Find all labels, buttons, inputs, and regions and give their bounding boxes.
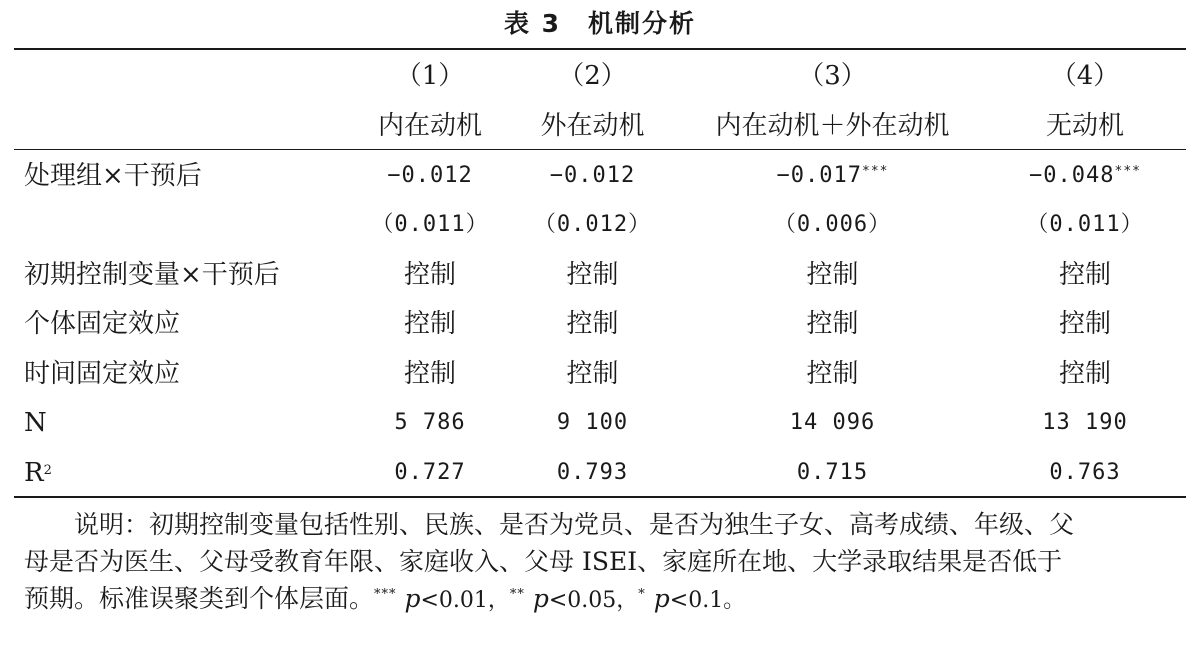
row-label-indiv-fe: 个体固定效应: [24, 309, 181, 339]
controls-1: 控制: [403, 260, 456, 290]
time-fe-3: 控制: [806, 359, 859, 389]
row-label-treat: 处理组×干预后: [24, 161, 202, 191]
row-label-controls: 初期控制变量×干预后: [24, 260, 280, 290]
r2-1: 0.727: [394, 460, 466, 485]
indiv-fe-4: 控制: [1058, 309, 1111, 339]
col2-label: 外在动机: [540, 111, 645, 141]
col2-number: （2）: [558, 61, 627, 91]
n-1: 5 786: [394, 410, 466, 435]
treat-coef-2: −0.012: [549, 163, 636, 188]
table-title: 表 3 机制分析: [503, 9, 697, 38]
treat-coef-4: −0.048***: [1029, 163, 1141, 188]
treat-coef-1: −0.012: [387, 163, 473, 188]
bottom-rule: [14, 496, 1186, 498]
treat-se-4: （0.011）: [1026, 212, 1144, 237]
col1-number: （1）: [395, 61, 465, 91]
note-line-3: 预期。标准误聚类到个体层面。*** p<0.01，** p<0.05，* p<0.1。: [24, 584, 746, 613]
indiv-fe-3: 控制: [806, 309, 859, 339]
col3-label: 内在动机＋外在动机: [715, 111, 950, 141]
col3-number: （3）: [798, 61, 867, 91]
treat-coef-3: −0.017***: [776, 163, 889, 188]
indiv-fe-1: 控制: [403, 309, 456, 339]
controls-2: 控制: [566, 260, 619, 290]
treat-se-2: （0.012）: [533, 212, 652, 237]
note-line-1: 说明：初期控制变量包括性别、民族、是否为党员、是否为独生子女、高考成绩、年级、父: [74, 510, 1075, 539]
time-fe-2: 控制: [566, 359, 619, 389]
treat-se-3: （0.006）: [773, 212, 892, 237]
col4-number: （4）: [1050, 61, 1120, 91]
indiv-fe-2: 控制: [566, 309, 619, 339]
col4-label: 无动机: [1045, 111, 1124, 141]
note-line-2: 母是否为医生、父母受教育年限、家庭收入、父母 ISEI、家庭所在地、大学录取结果是否低于: [24, 547, 1063, 576]
row-label-r2: $R^2$: [24, 458, 52, 488]
top-rule: [14, 48, 1186, 50]
col1-label: 内在动机: [377, 111, 482, 141]
mid-rule: [14, 149, 1186, 150]
r2-3: 0.715: [796, 460, 869, 485]
r2-4: 0.763: [1049, 460, 1121, 485]
n-3: 14 096: [789, 410, 876, 435]
n-2: 9 100: [556, 410, 629, 435]
controls-3: 控制: [806, 260, 859, 290]
row-label-time-fe: 时间固定效应: [24, 359, 181, 389]
treat-se-1: （0.011）: [371, 212, 489, 237]
time-fe-4: 控制: [1058, 359, 1111, 389]
time-fe-1: 控制: [403, 359, 456, 389]
r2-2: 0.793: [556, 460, 629, 485]
row-label-n: N: [24, 408, 47, 438]
n-4: 13 190: [1042, 410, 1128, 435]
controls-4: 控制: [1058, 260, 1111, 290]
